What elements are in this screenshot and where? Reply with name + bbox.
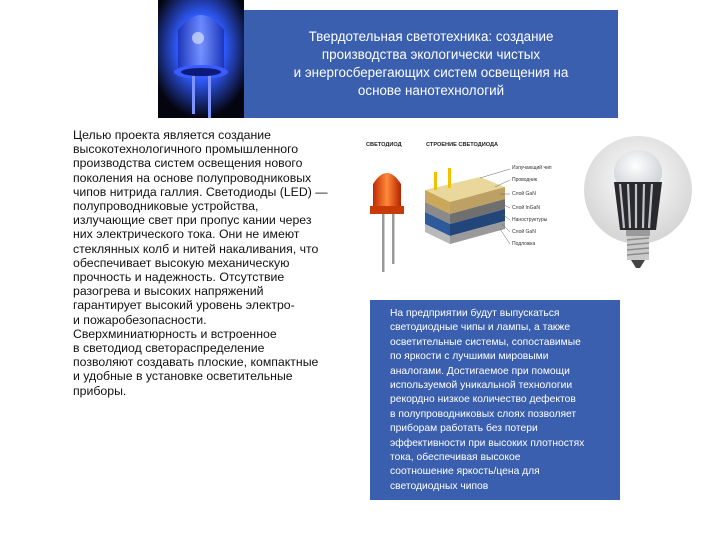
layer-label: Слой GaN [512, 191, 536, 197]
layer-label: Подложка [512, 241, 536, 247]
led-structure-diagram [360, 132, 588, 280]
layer-label: Излучающий чип [512, 165, 552, 171]
blue-led-photo [158, 0, 244, 118]
led-bulb-icon [582, 134, 694, 274]
info-text: На предприятии будут выпускаться светодиодные чипы и лампы, а также осветительные системы, сопоставимые по яркости с лучшими мировыми аналогами. Достигаемое при помощи используемой уникальной технологии рекордно низкое количество дефектов в полупроводниковых слоях позволяет приборам работать без потери эффективности при высоких плотностях тока, обеспечивая высокое соотношение яркость/цена для светодиодных чипов [390, 308, 585, 492]
red-led-icon [360, 132, 588, 280]
layer-label: Проводник [512, 177, 538, 183]
layer-label: Наноструктуры [512, 217, 548, 223]
body-paragraph: Целью проекта является создание высокотехнологичного промышленного производства систем освещения нового поколения на основе полупроводниковых чипов нитрида галлия. Светодиоды (LED) — полупроводниковые устройства, излучающие свет при пропус кании через них электрического тока. Они не имеют стеклянных колб и нитей накаливания, что обеспечивает высокую механическую прочность и надежность. Отсутствие разогрева и высоких напряжений гарантирует высокий уровень электро- и пожаробезопасности. Сверхминиатюрность и встроенное в светодиод светораспределение позволяют создавать плоские, компактные и удобные в установке осветительные приборы. [73, 128, 328, 398]
layer-label: Слой GaN [512, 229, 536, 235]
page-title: Твердотельная светотехника: создание производства экологически чистых и энергосберегающих систем освещения на основе нанотехнологий [293, 29, 569, 98]
title-banner [244, 10, 618, 118]
label-structure: СТРОЕНИЕ СВЕТОДИОДА [426, 142, 499, 148]
layer-label: Слой InGaN [512, 205, 540, 211]
label-led: СВЕТОДИОД [366, 142, 402, 148]
info-box [370, 300, 620, 500]
